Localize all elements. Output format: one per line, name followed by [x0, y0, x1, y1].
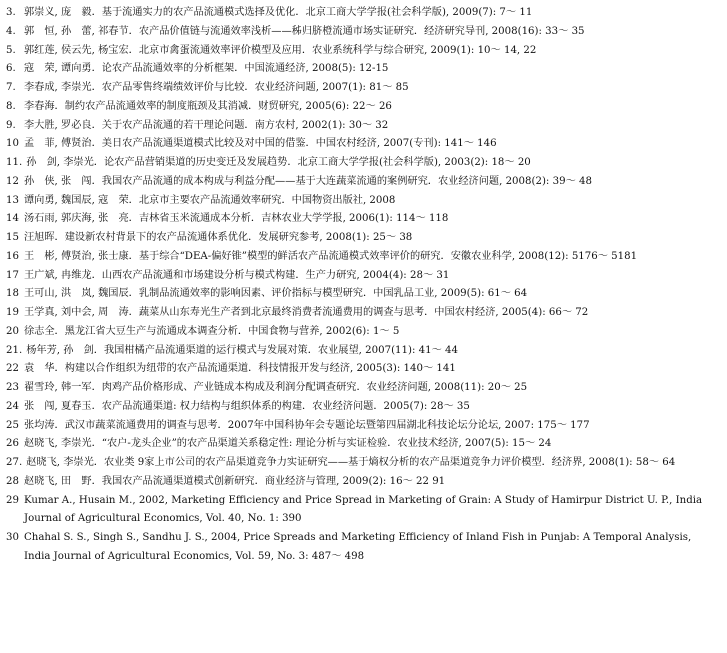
reference-text: 翟雪玲, 韩一军．肉鸡产品价格形成、产业链成本构成及利润分配调查研究．农业经济问题, 2008(11): 20～ 25	[24, 382, 528, 393]
reference-text: 谭向勇, 魏国辰, 寇 荣．北京市主要农产品流通效率研究．中国物资出版社, 2008	[24, 194, 396, 206]
reference-item	[6, 435, 718, 454]
reference-text: 李春成, 李崇光．农产品零售终端绩效评价与比较．农业经济问题, 2007(1): 81～ 85	[24, 82, 409, 93]
reference-number: 7.	[6, 82, 16, 93]
reference-item	[6, 285, 718, 304]
reference-number: 27.	[6, 457, 23, 468]
reference-item	[6, 342, 718, 361]
reference-item	[6, 473, 718, 492]
reference-list	[6, 4, 718, 567]
reference-text: 王可山, 洪 岚, 魏国辰．乳制品流通效率的影响因素、评价指标与模型研究．中国乳品工业, 2009(5): 61～ 64	[24, 288, 528, 300]
reference-item	[6, 42, 718, 61]
reference-text: 汤石雨, 郭庆海, 张 亮．吉林省玉米流通成本分析．吉林农业大学学报, 2006(1): 114～ 118	[24, 213, 449, 225]
reference-number: 24	[6, 400, 19, 412]
reference-number: 11.	[6, 157, 23, 168]
reference-item	[6, 360, 718, 379]
reference-text: 寇 荣, 谭向勇．论农产品流通效率的分析框架．中国流通经济, 2008(5): 12-15	[24, 63, 389, 75]
reference-number: 29	[6, 494, 19, 506]
reference-text: 赵晓飞, 李崇光．“农户-龙头企业”的农产品渠道关系稳定性: 理论分析与实证检验．农业技术经济, 2007(5): 15～ 24	[24, 438, 552, 450]
reference-text: 郭崇义, 庞 毅．基于流通实力的农产品流通模式选择及优化．北京工商大学学报(社会科学版), 2009(7): 7～ 11	[24, 7, 533, 18]
reference-number: 18	[6, 288, 19, 300]
reference-item	[6, 4, 718, 23]
reference-text: 王 彬, 傅贤治, 张士康．基于综合“DEA-偏好锥”模型的鲜活农产品流通模式效率评价的研究．安徽农业科学, 2008(12): 5176～ 5181	[24, 250, 638, 262]
reference-number: 25	[6, 419, 19, 431]
reference-item	[6, 454, 718, 473]
reference-number: 5.	[6, 44, 16, 56]
reference-text: 王广斌, 冉维龙．山西农产品流通和市场建设分析与模式构建．生产力研究, 2004(4): 28～ 31	[24, 269, 450, 281]
reference-text: 赵晓飞, 李崇光．农业类 9家上市公司的农产品渠道竞争力实证研究——基于熵权分析的农产品渠道竞争力评价模型．经济界, 2008(1): 58～ 64	[26, 457, 676, 468]
reference-item	[6, 398, 718, 417]
reference-text: 孙 侠, 张 闯．我国农产品流通的成本构成与利益分配——基于大连蔬菜流通的案例研究．农业经济问题, 2008(2): 39～ 48	[24, 175, 592, 187]
reference-text: 王学真, 刘中会, 周 涛．蔬菜从山东寿光生产者到北京最终消费者流通费用的调查与思考．中国农村经济, 2005(4): 66～ 72	[24, 307, 589, 318]
reference-item	[6, 379, 718, 398]
reference-item	[6, 492, 718, 530]
reference-number: 9.	[6, 119, 16, 131]
reference-number: 26	[6, 438, 19, 450]
reference-number: 17	[6, 269, 19, 281]
reference-text: 张 闯, 夏春玉．农产品流通渠道: 权力结构与组织体系的构建．农业经济问题．2005(7): 28～ 35	[24, 400, 470, 412]
reference-number: 14	[6, 213, 19, 225]
reference-text: 赵晓飞, 田 野．我国农产品流通渠道模式创新研究．商业经济与管理, 2009(2): 16～ 22 91	[24, 475, 446, 487]
reference-number: 21.	[6, 344, 23, 356]
reference-text: 杨年芳, 孙 剑．我国柑橘产品流通渠道的运行模式与发展对策．农业展望, 2007(11): 41～ 44	[26, 344, 459, 356]
reference-number: 10	[6, 138, 19, 150]
reference-number: 23	[6, 382, 19, 393]
reference-number: 30	[6, 532, 19, 543]
reference-item	[6, 98, 718, 117]
reference-item	[6, 323, 718, 342]
reference-number: 19	[6, 307, 19, 318]
reference-text: 张均涛．武汉市蔬菜流通费用的调查与思考．2007年中国科协年会专题论坛暨第四届湖北科技论坛分论坛, 2007: 175～ 177	[24, 419, 590, 431]
reference-item	[6, 23, 718, 42]
reference-item	[6, 173, 718, 192]
reference-item	[6, 210, 718, 229]
reference-text: 孙 剑, 李崇光．论农产品营销渠道的历史变迁及发展趋势．北京工商大学学报(社会科学版), 2003(2): 18～ 20	[26, 157, 531, 168]
reference-number: 15	[6, 232, 19, 243]
reference-item	[6, 135, 718, 154]
reference-text: 李春海．制约农产品流通效率的制度瓶颈及其消减．财贸研究, 2005(6): 22～ 26	[24, 100, 392, 112]
reference-number: 6.	[6, 63, 16, 75]
reference-number: 12	[6, 175, 19, 187]
reference-item	[6, 60, 718, 79]
reference-item	[6, 79, 718, 98]
reference-item	[6, 229, 718, 248]
reference-item	[6, 154, 718, 173]
reference-number: 3.	[6, 7, 16, 18]
reference-item	[6, 117, 718, 136]
reference-text: 徐志全．黑龙江省大豆生产与流通成本调查分析．中国食物与营养, 2002(6): 1～ 5	[24, 325, 400, 337]
reference-text: 郭 恒, 孙 蕾, 祁春节．农产品价值链与流通效率浅析——秭归脐橙流通市场实证研究．经济研究导刊, 2008(16): 33～ 35	[24, 25, 585, 37]
reference-item	[6, 192, 718, 211]
reference-number: 8.	[6, 100, 16, 112]
reference-text: 袁 华．构建以合作组织为纽带的农产品流通渠道．科技情报开发与经济, 2005(3): 140～ 141	[24, 363, 456, 375]
reference-item	[6, 267, 718, 286]
reference-item	[6, 304, 718, 323]
reference-item	[6, 248, 718, 267]
reference-number: 4.	[6, 25, 16, 37]
reference-number: 28	[6, 475, 19, 487]
reference-number: 22	[6, 363, 19, 375]
reference-number: 13	[6, 194, 19, 206]
reference-text: 孟 菲, 傅贤治．美日农产品流通渠道模式比较及对中国的借鉴．中国农村经济, 2007(专刊): 141～ 146	[24, 138, 497, 150]
reference-text: 李大胜, 罗必良．关于农产品流通的若干理论问题．南方农村, 2002(1): 30～ 32	[24, 119, 389, 131]
reference-item	[6, 529, 718, 567]
reference-number: 16	[6, 250, 19, 262]
reference-item	[6, 417, 718, 436]
reference-text: Kumar A., Husain M., 2002, Marketing Efficiency and Price Spread in Marketing of Grain: A Study of Hamirpur District U. P., India Journal of Agricultural Economics, Vol. 40, No. 1: 390	[24, 494, 703, 525]
reference-text: 汪旭晖．建设新农村背景下的农产品流通体系优化．发展研究参考, 2008(1): 25～ 38	[24, 232, 413, 243]
reference-text: 郭红莲, 侯云先, 杨宝宏．北京市禽蛋流通效率评价模型及应用．农业系统科学与综合研究, 2009(1): 10～ 14, 22	[24, 44, 537, 56]
reference-text: Chahal S. S., Singh S., Sandhu J. S., 2004, Price Spreads and Marketing Efficiency of Inland Fish in Punjab: A Temporal Analysis, India Journal of Agricultural Economics, Vol. 59, No. 3: 487～ 498	[24, 532, 692, 562]
reference-number: 20	[6, 325, 19, 337]
